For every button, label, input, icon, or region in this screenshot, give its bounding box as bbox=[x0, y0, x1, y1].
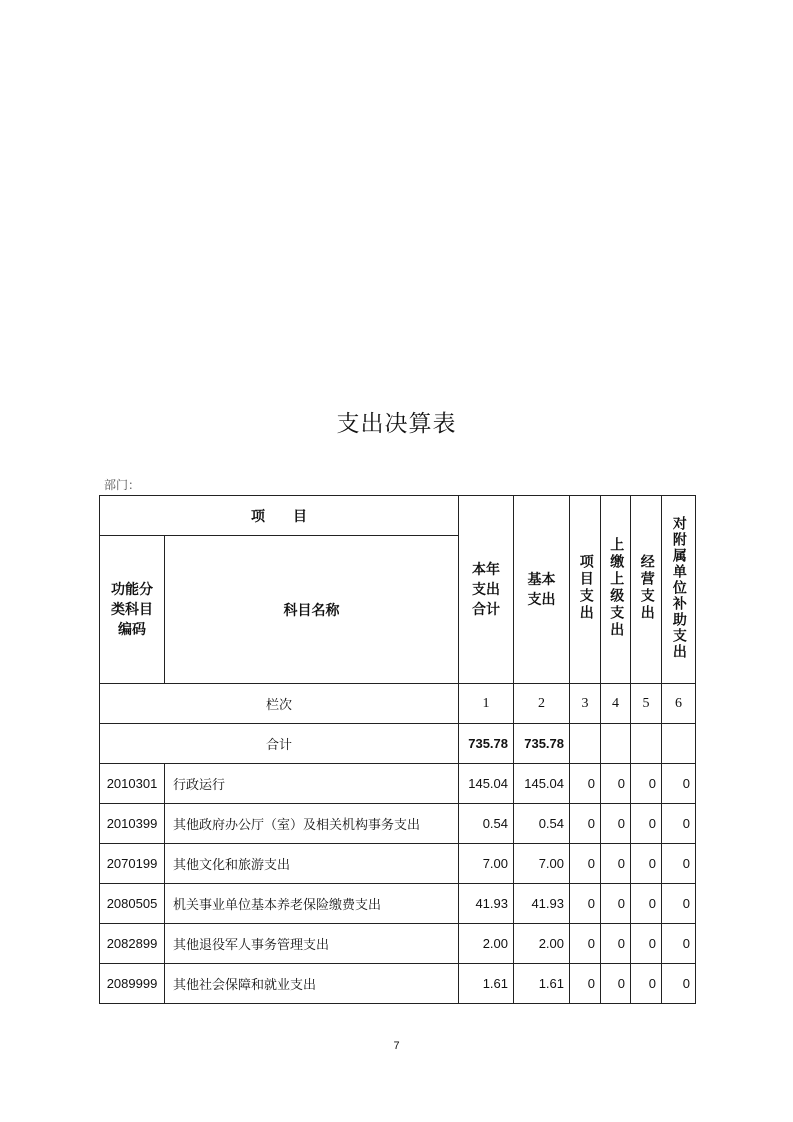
row-value: 0 bbox=[662, 924, 696, 964]
row-value: 0 bbox=[570, 764, 601, 804]
table-row bbox=[100, 804, 696, 844]
header-col4-text: 上缴上级支出 bbox=[608, 536, 625, 639]
row-value: 0 bbox=[662, 804, 696, 844]
row-value: 0 bbox=[570, 924, 601, 964]
total-value bbox=[601, 724, 631, 764]
row-value: 145.04 bbox=[514, 764, 570, 804]
column-index: 1 bbox=[459, 684, 514, 724]
header-col2-line: 基本 bbox=[527, 571, 556, 588]
row-value: 2.00 bbox=[514, 924, 570, 964]
row-code: 2080505 bbox=[100, 884, 165, 924]
table-row bbox=[100, 884, 696, 924]
row-name: 其他社会保障和就业支出 bbox=[165, 964, 459, 1004]
header-col5 bbox=[631, 496, 662, 684]
total-row bbox=[100, 724, 696, 764]
row-value: 41.93 bbox=[459, 884, 514, 924]
total-value bbox=[662, 724, 696, 764]
header-col2-line: 支出 bbox=[527, 591, 556, 608]
row-value: 0 bbox=[570, 844, 601, 884]
row-value: 0 bbox=[570, 964, 601, 1004]
row-value: 0 bbox=[631, 844, 662, 884]
row-value: 0.54 bbox=[514, 804, 570, 844]
row-value: 0 bbox=[662, 964, 696, 1004]
row-value: 0 bbox=[631, 764, 662, 804]
row-code: 2010399 bbox=[100, 804, 165, 844]
row-code: 2070199 bbox=[100, 844, 165, 884]
column-index-label: 栏次 bbox=[100, 684, 459, 724]
row-value: 0 bbox=[601, 924, 631, 964]
expenditure-table bbox=[99, 495, 696, 1004]
row-name: 其他文化和旅游支出 bbox=[165, 844, 459, 884]
row-value: 41.93 bbox=[514, 884, 570, 924]
row-name: 行政运行 bbox=[165, 764, 459, 804]
row-name: 其他政府办公厅（室）及相关机构事务支出 bbox=[165, 804, 459, 844]
row-code: 2082899 bbox=[100, 924, 165, 964]
total-value bbox=[570, 724, 601, 764]
row-value: 0 bbox=[662, 844, 696, 884]
header-col3 bbox=[570, 496, 601, 684]
header-item: 项 目 bbox=[100, 496, 459, 536]
header-col5-text: 经营支出 bbox=[638, 553, 655, 622]
row-value: 2.00 bbox=[459, 924, 514, 964]
row-code: 2010301 bbox=[100, 764, 165, 804]
row-value: 0 bbox=[601, 964, 631, 1004]
header-code-line: 编码 bbox=[118, 621, 146, 638]
total-value bbox=[631, 724, 662, 764]
row-value: 0 bbox=[631, 804, 662, 844]
table-row bbox=[100, 924, 696, 964]
column-index-row bbox=[100, 684, 696, 724]
header-col3-text: 项目支出 bbox=[577, 553, 594, 622]
header-code bbox=[100, 536, 165, 684]
row-value: 7.00 bbox=[459, 844, 514, 884]
header-code-line: 功能分 bbox=[111, 581, 153, 598]
row-value: 0 bbox=[631, 884, 662, 924]
header-name: 科目名称 bbox=[165, 536, 459, 684]
table-row bbox=[100, 764, 696, 804]
row-value: 1.61 bbox=[459, 964, 514, 1004]
row-name: 其他退役军人事务管理支出 bbox=[165, 924, 459, 964]
row-value: 0 bbox=[601, 804, 631, 844]
department-label: 部门： bbox=[104, 478, 141, 492]
row-value: 0 bbox=[631, 964, 662, 1004]
row-value: 145.04 bbox=[459, 764, 514, 804]
header-col2 bbox=[514, 496, 570, 684]
total-label: 合计 bbox=[100, 724, 459, 764]
header-col1 bbox=[459, 496, 514, 684]
row-value: 0.54 bbox=[459, 804, 514, 844]
row-value: 0 bbox=[631, 924, 662, 964]
row-value: 0 bbox=[601, 884, 631, 924]
table-row bbox=[100, 964, 696, 1004]
header-col1-line: 合计 bbox=[472, 601, 500, 618]
total-value: 735.78 bbox=[514, 724, 570, 764]
row-value: 0 bbox=[601, 764, 631, 804]
row-name: 机关事业单位基本养老保险缴费支出 bbox=[165, 884, 459, 924]
header-col4 bbox=[601, 496, 631, 684]
column-index: 3 bbox=[570, 684, 601, 724]
page-number: 7 bbox=[393, 1040, 400, 1052]
row-code: 2089999 bbox=[100, 964, 165, 1004]
total-value: 735.78 bbox=[459, 724, 514, 764]
header-col1-line: 本年 bbox=[472, 561, 500, 578]
table-row bbox=[100, 844, 696, 884]
page-title: 支出决算表 bbox=[336, 411, 457, 437]
row-value: 0 bbox=[601, 844, 631, 884]
row-value: 0 bbox=[570, 804, 601, 844]
header-col6 bbox=[662, 496, 696, 684]
header-col6-text: 对附属单位补助支出 bbox=[670, 515, 687, 660]
column-index: 2 bbox=[514, 684, 570, 724]
header-code-line: 类科目 bbox=[111, 601, 153, 618]
row-value: 0 bbox=[662, 764, 696, 804]
column-index: 4 bbox=[601, 684, 631, 724]
row-value: 0 bbox=[662, 884, 696, 924]
column-index: 6 bbox=[662, 684, 696, 724]
row-value: 0 bbox=[570, 884, 601, 924]
row-value: 7.00 bbox=[514, 844, 570, 884]
column-index: 5 bbox=[631, 684, 662, 724]
row-value: 1.61 bbox=[514, 964, 570, 1004]
header-col1-line: 支出 bbox=[472, 581, 500, 598]
